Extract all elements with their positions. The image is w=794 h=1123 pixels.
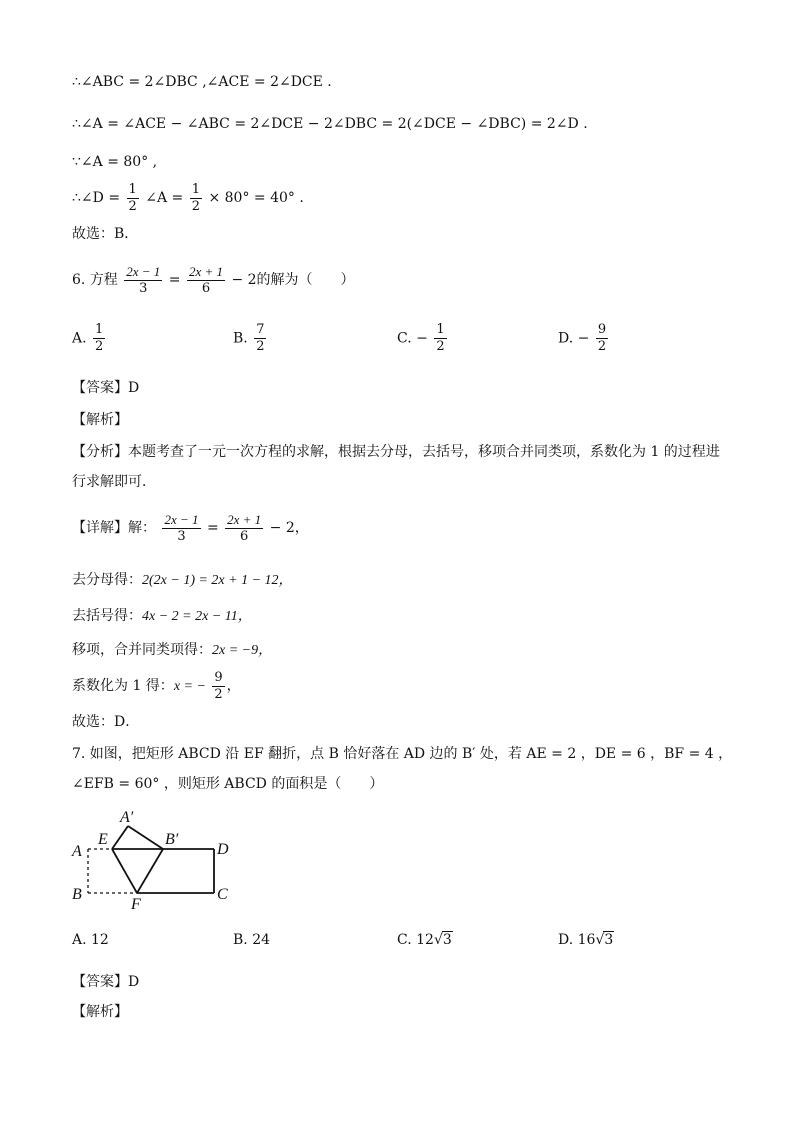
- detail-tag: 【详解】: [72, 520, 128, 536]
- option-fraction: [93, 322, 105, 355]
- step-label: 系数化为 1 得：: [72, 678, 174, 694]
- fraction-denominator: 3: [177, 528, 186, 544]
- option-a[interactable]: [72, 932, 109, 948]
- label-b-prime: B′: [165, 831, 179, 848]
- answer-line-6: [72, 378, 139, 398]
- option-d[interactable]: [558, 322, 610, 355]
- fenxi-line-1: [72, 442, 720, 462]
- option-c[interactable]: [397, 932, 453, 948]
- option-b[interactable]: [233, 932, 270, 948]
- step-expr: x = −: [173, 679, 206, 694]
- answer-line-7: [72, 972, 139, 992]
- label-a-prime: A′: [120, 809, 134, 826]
- option-label: A.: [72, 932, 87, 948]
- fraction-numerator: 2x + 1: [188, 263, 223, 279]
- label-c: C: [217, 886, 228, 903]
- label-b: B: [72, 886, 82, 903]
- fraction-denominator: 2: [191, 198, 200, 214]
- step-1: [72, 570, 293, 591]
- solution-line-3: ∵∠A = 80° ,: [72, 154, 158, 170]
- fraction-denominator: 2: [128, 198, 137, 214]
- step-2: [72, 606, 252, 627]
- fraction-numerator: 9: [597, 322, 607, 337]
- question-6-stem: [72, 258, 355, 302]
- solution-line-1: ∴∠ABC = 2∠DBC ,∠ACE = 2∠DCE .: [72, 74, 332, 90]
- answer-tag: 【答案】: [72, 974, 128, 990]
- edge-e-a-prime: [112, 826, 128, 849]
- detail-rhs-fraction: [225, 512, 263, 545]
- analysis-tag-7: [72, 1002, 128, 1022]
- fraction-denominator: 2: [214, 686, 223, 702]
- step-label: 移项，合并同类项得：: [72, 642, 212, 658]
- fraction-denominator: 2: [95, 339, 104, 354]
- fraction-numerator: 2x − 1: [164, 511, 199, 527]
- fenxi-text: 本题考查了一元一次方程的求解，根据去分母，去括号，移项合并同类项，系数化为 1 的过程进: [128, 444, 720, 460]
- option-radicand: 3: [604, 932, 614, 948]
- answer-value: D: [128, 380, 140, 396]
- option-label: C.: [397, 330, 412, 347]
- detail-suffix: − 2，: [269, 520, 309, 536]
- fenxi-tag: 【分析】: [72, 444, 128, 460]
- option-coefficient: 12: [416, 932, 434, 948]
- question-number: 6.: [72, 272, 86, 288]
- option-coefficient: 16: [577, 932, 596, 948]
- option-fraction: [434, 322, 446, 355]
- fraction-denominator: 6: [201, 280, 211, 296]
- folding-rectangle-figure: [66, 804, 246, 914]
- equals-sign: =: [206, 520, 219, 536]
- label-d: D: [217, 841, 229, 858]
- label-a: A: [72, 843, 82, 860]
- step4-suffix: ，: [226, 678, 241, 694]
- fraction-denominator: 2: [597, 339, 607, 354]
- rhs-fraction: [187, 264, 225, 297]
- option-b[interactable]: [233, 322, 268, 355]
- solution-line-4: [72, 178, 304, 218]
- fraction-numerator: 2x + 1: [227, 511, 262, 527]
- fraction-denominator: 6: [240, 528, 249, 544]
- line4-mid: ∠A =: [145, 190, 184, 206]
- option-d[interactable]: [558, 932, 614, 948]
- fenxi-line-2: 行求解即可．: [72, 474, 156, 490]
- fraction-numerator: 1: [436, 322, 445, 337]
- option-value: 24: [252, 932, 271, 948]
- question-7-line-1: 7. 如图，把矩形 ABCD 沿 EF 翻折，点 B 恰好落在 AD 边的 B′ 处，若 AE = 2 ，DE = 6 ，BF = 4 ，: [72, 746, 733, 762]
- analysis-tag: 【解析】: [72, 1004, 128, 1020]
- detail-prefix: 解：: [128, 520, 156, 536]
- option-label: D.: [558, 330, 574, 347]
- edge-a-prime-b-prime: [128, 826, 163, 849]
- option-label: D.: [558, 932, 574, 948]
- option-value: 12: [91, 932, 109, 948]
- question-7-line-2: ∠EFB = 60° ，则矩形 ABCD 的面积是（ ）: [72, 776, 384, 792]
- label-e: E: [98, 831, 108, 848]
- option-sign: −: [416, 330, 428, 347]
- option-a[interactable]: [72, 322, 107, 355]
- equals-sign: =: [168, 272, 181, 288]
- solution-line-2: ∴∠A = ∠ACE − ∠ABC = 2∠DCE − 2∠DBC = 2(∠DCE − ∠DBC) = 2∠D .: [72, 116, 588, 132]
- edge-e-f: [112, 849, 137, 893]
- choice-6: 故选：D．: [72, 714, 140, 730]
- fraction-numerator: 7: [256, 322, 265, 337]
- detail-lhs-fraction: [162, 512, 200, 545]
- step-4: [72, 664, 241, 709]
- step4-fraction: [212, 670, 224, 703]
- detail-line: [72, 506, 309, 550]
- step-expr: 2(2x − 1) = 2x + 1 − 12，: [142, 573, 293, 588]
- step-expr: 4x − 2 = 2x − 11，: [142, 609, 252, 624]
- step-3: [72, 640, 272, 661]
- option-label: B.: [233, 330, 248, 347]
- step-expr: 2x = −9，: [212, 643, 273, 658]
- fraction-numerator: 9: [214, 669, 223, 685]
- option-radicand: 3: [442, 932, 452, 948]
- label-f: F: [131, 896, 141, 913]
- option-c[interactable]: [397, 322, 449, 355]
- option-fraction: [596, 322, 608, 355]
- fraction-half-2: [190, 182, 202, 215]
- choice-previous: 故选：B．: [72, 226, 139, 242]
- stem-prefix: 方程: [89, 272, 118, 288]
- fraction-half-1: [127, 182, 139, 215]
- analysis-tag: 【解析】: [72, 412, 128, 428]
- step-label: 去括号得：: [72, 608, 142, 624]
- answer-tag: 【答案】: [72, 380, 128, 396]
- edge-f-b-prime: [137, 849, 163, 893]
- option-label: A.: [72, 330, 87, 347]
- sqrt-icon: √: [595, 932, 605, 948]
- option-fraction: [254, 322, 266, 355]
- fraction-numerator: 1: [191, 181, 200, 197]
- lhs-fraction: [124, 264, 162, 297]
- fraction-denominator: 3: [139, 280, 148, 296]
- fraction-numerator: 2x − 1: [126, 263, 161, 279]
- stem-suffix: − 2的解为（ ）: [231, 272, 355, 288]
- fraction-denominator: 2: [256, 339, 265, 354]
- fraction-numerator: 1: [95, 322, 104, 337]
- analysis-tag-6: [72, 410, 128, 430]
- answer-value: D: [128, 974, 140, 990]
- fraction-numerator: 1: [128, 181, 137, 197]
- option-label: B.: [233, 932, 248, 948]
- step-label: 去分母得：: [72, 572, 142, 588]
- option-label: C.: [397, 932, 412, 948]
- option-sign: −: [577, 330, 590, 347]
- line4-prefix: ∴∠D =: [72, 190, 121, 206]
- sqrt-icon: √: [433, 932, 443, 948]
- line4-suffix: × 80° = 40° .: [208, 190, 304, 206]
- fraction-denominator: 2: [436, 339, 445, 354]
